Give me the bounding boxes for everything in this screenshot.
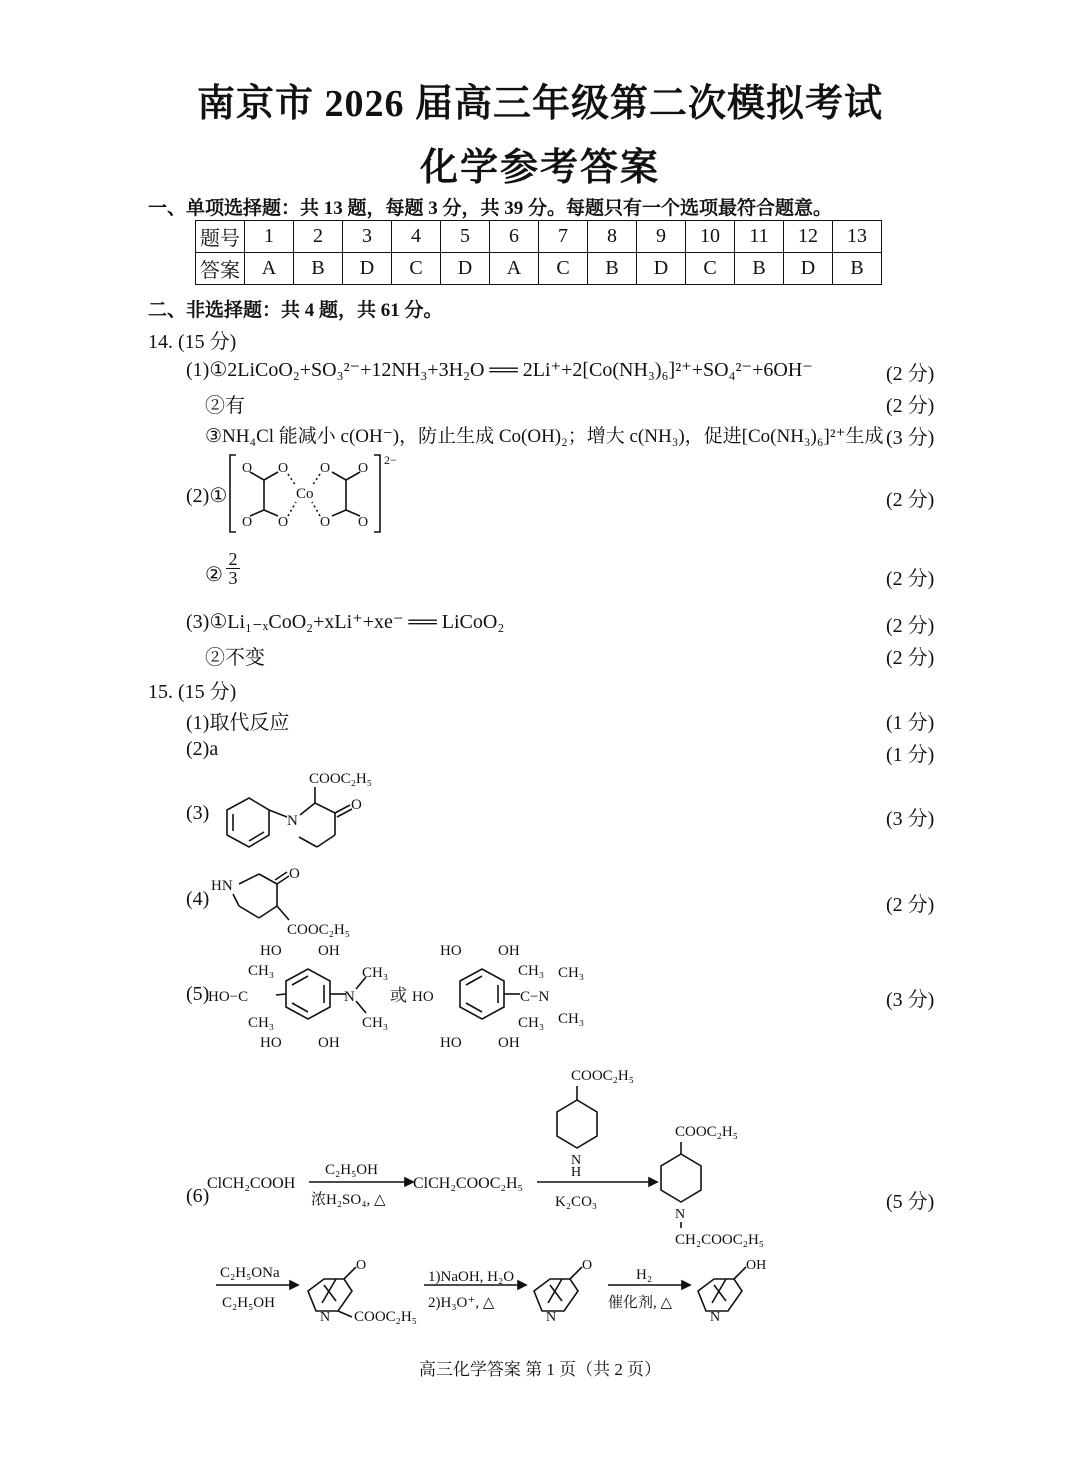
svg-text:CH₃: CH₃ (558, 965, 585, 981)
table-cell: B (588, 253, 637, 285)
svg-text:OH: OH (318, 1035, 340, 1051)
svg-text:O: O (278, 461, 289, 476)
cobalt-oxalate-complex-structure (228, 450, 408, 540)
table-cell: 4 (392, 221, 441, 253)
reagent3-bottom: C₂H₅OH (222, 1295, 275, 1311)
table-row-answers (196, 253, 882, 285)
table-cell: C (392, 253, 441, 285)
piperidine-ester-label: COOC₂H₅ (571, 1068, 634, 1084)
q14-p3-2-score: (2 分) (886, 647, 935, 669)
table-cell: A (490, 253, 539, 285)
table-cell: 2 (294, 221, 343, 253)
svg-text:O: O (242, 461, 253, 476)
svg-text:HO: HO (260, 1035, 282, 1051)
section1-heading: 一、单项选择题：共 13 题，每题 3 分，共 39 分。每题只有一个选项最符合题意。 (148, 198, 833, 219)
svg-text:OH: OH (318, 943, 340, 959)
table-cell: 13 (833, 221, 882, 253)
q14-p1-2-text: ②有 (205, 395, 245, 417)
product-ester-label: COOC₂H₅ (675, 1124, 738, 1140)
table-cell: B (294, 253, 343, 285)
reagent1-bottom: 浓H₂SO₄, △ (311, 1192, 386, 1208)
q14-p2-1-score: (2 分) (886, 489, 935, 511)
reagent5-bottom: 催化剂, △ (608, 1295, 673, 1311)
reagent3-top: C₂H₅ONa (220, 1265, 280, 1281)
svg-text:O: O (358, 461, 369, 476)
svg-text:CH₃: CH₃ (518, 963, 545, 979)
or-label: 或 (390, 986, 407, 1005)
svg-text:N: N (344, 989, 355, 1005)
svg-text:CH₃: CH₃ (248, 1015, 275, 1031)
svg-text:O: O (356, 1258, 367, 1273)
table-cell: C (686, 253, 735, 285)
row-label-question: 题号 (196, 221, 245, 253)
q14-p1-1-text: (1)①2LiCoO₂+SO₃²⁻+12NH₃+3H₂O ══ 2Li⁺+2[Co(NH₃)₆]²⁺+SO₄²⁻+6OH⁻ (186, 359, 813, 381)
table-cell: D (784, 253, 833, 285)
svg-text:HO: HO (440, 943, 462, 959)
row-label-answer: 答案 (196, 253, 245, 285)
table-cell: 7 (539, 221, 588, 253)
q14-label: 14. (15 分) (148, 331, 237, 353)
reagent4-bottom: 2)H₃O⁺, △ (428, 1295, 495, 1311)
svg-text:O: O (358, 515, 369, 530)
svg-text:HN: HN (211, 878, 233, 894)
q15-p4-structure (205, 862, 385, 942)
q15-p4-score: (2 分) (886, 894, 935, 916)
svg-text:N: N (710, 1310, 721, 1325)
reagent1-top: C₂H₅OH (325, 1162, 378, 1178)
svg-text:O: O (278, 515, 289, 530)
q15-p5-label: (5) (186, 983, 210, 1005)
table-cell: B (735, 253, 784, 285)
intermediate-ester: ClCH₂COOC₂H₅ (413, 1175, 524, 1192)
page-footer: 高三化学答案 第 1 页（共 2 页） (418, 1360, 662, 1379)
q15-p6-label: (6) (186, 1185, 210, 1207)
q15-p1-score: (1 分) (886, 712, 935, 734)
table-cell: 8 (588, 221, 637, 253)
table-cell: D (343, 253, 392, 285)
q15-p2-text: (2)a (186, 738, 219, 760)
svg-text:O: O (320, 515, 331, 530)
complex-charge: 2− (384, 453, 397, 467)
table-cell: B (833, 253, 882, 285)
q15-label: 15. (15 分) (148, 681, 237, 703)
svg-text:N: N (571, 1153, 582, 1168)
svg-text:O: O (351, 797, 362, 813)
table-cell: D (441, 253, 490, 285)
cobalt-center: Co (296, 486, 314, 502)
svg-text:CH₃: CH₃ (362, 965, 389, 981)
svg-text:CH₃: CH₃ (362, 1015, 389, 1031)
ester-label: COOC₂H₅ (309, 771, 372, 787)
svg-text:CH₃: CH₃ (518, 1015, 545, 1031)
q15-p3-label: (3) (186, 802, 210, 824)
q14-p2-2-score: (2 分) (886, 568, 935, 590)
svg-text:O: O (242, 515, 253, 530)
q15-p4-label: (4) (186, 888, 210, 910)
q15-p3-score: (3 分) (886, 808, 935, 830)
q15-p6-synthesis-row1 (205, 1060, 805, 1255)
q14-p1-1-score: (2 分) (886, 363, 935, 385)
section2-heading: 二、非选择题：共 4 题，共 61 分。 (148, 300, 443, 321)
fraction-denominator: 3 (226, 568, 240, 587)
svg-text:OH: OH (746, 1258, 767, 1273)
reagent5-top: H₂ (636, 1267, 653, 1283)
svg-text:N: N (287, 813, 298, 829)
table-cell: 3 (343, 221, 392, 253)
svg-text:HO: HO (412, 989, 434, 1005)
q15-p1-text: (1)取代反应 (186, 712, 290, 734)
svg-text:N: N (675, 1207, 686, 1222)
q15-p6-synthesis-row2 (212, 1255, 792, 1335)
q15-p6-score: (5 分) (886, 1191, 935, 1213)
table-cell: 10 (686, 221, 735, 253)
fraction-numerator: 2 (228, 549, 238, 569)
svg-text:C−N: C−N (520, 989, 550, 1005)
table-cell: 9 (637, 221, 686, 253)
svg-text:CH₃: CH₃ (558, 1011, 585, 1027)
fraction-two-thirds (226, 550, 240, 587)
svg-text:O: O (320, 461, 331, 476)
q15-p3-structure (205, 765, 405, 860)
svg-text:OH: OH (498, 943, 520, 959)
reagent2-bottom: K₂CO₃ (555, 1194, 598, 1210)
product-side-chain: CH₂COOC₂H₅ (675, 1232, 765, 1248)
answer-table (195, 220, 882, 285)
cyclized-ester-label: COOC₂H₅ (354, 1309, 417, 1325)
table-cell: 6 (490, 221, 539, 253)
svg-text:H: H (571, 1165, 582, 1180)
q14-p1-3-text: ③NH₄Cl 能减小 c(OH⁻)，防止生成 Co(OH)₂；增大 c(NH₃)，促进[Co(NH₃)₆]²⁺生成 (205, 426, 884, 447)
q14-p3-1-text: (3)①Li₁₋ₓCoO₂+xLi⁺+xe⁻ ══ LiCoO₂ (186, 611, 505, 633)
svg-text:N: N (320, 1310, 331, 1325)
start-material: ClCH₂COOH (207, 1175, 296, 1192)
svg-text:CH₃: CH₃ (248, 963, 275, 979)
table-cell: 11 (735, 221, 784, 253)
table-row-numbers (196, 221, 882, 253)
q14-p2-1-label: (2)① (186, 485, 228, 507)
q14-p2-2-label: ② (205, 564, 223, 586)
svg-text:HO−C: HO−C (208, 989, 249, 1005)
svg-text:OH: OH (498, 1035, 520, 1051)
table-cell: C (539, 253, 588, 285)
table-cell: 1 (245, 221, 294, 253)
svg-text:O: O (289, 866, 300, 882)
q15-p5-structures (208, 935, 603, 1055)
q14-p3-1-score: (2 分) (886, 615, 935, 637)
q14-p1-2-score: (2 分) (886, 395, 935, 417)
table-cell: A (245, 253, 294, 285)
svg-text:HO: HO (440, 1035, 462, 1051)
page-title: 南京市 2026 届高三年级第二次模拟考试 (196, 83, 883, 125)
reagent4-top: 1)NaOH, H₂O (428, 1269, 515, 1285)
svg-text:HO: HO (260, 943, 282, 959)
table-cell: 12 (784, 221, 833, 253)
q14-p1-3-score: (3 分) (886, 427, 935, 449)
q15-p5-score: (3 分) (886, 989, 935, 1011)
q15-p2-score: (1 分) (886, 744, 935, 766)
table-cell: D (637, 253, 686, 285)
q14-p3-2-text: ②不变 (205, 647, 265, 669)
svg-text:N: N (546, 1310, 557, 1325)
svg-text:O: O (582, 1258, 593, 1273)
ester-label: COOC₂H₅ (287, 922, 350, 938)
table-cell: 5 (441, 221, 490, 253)
page-subtitle: 化学参考答案 (419, 147, 660, 189)
